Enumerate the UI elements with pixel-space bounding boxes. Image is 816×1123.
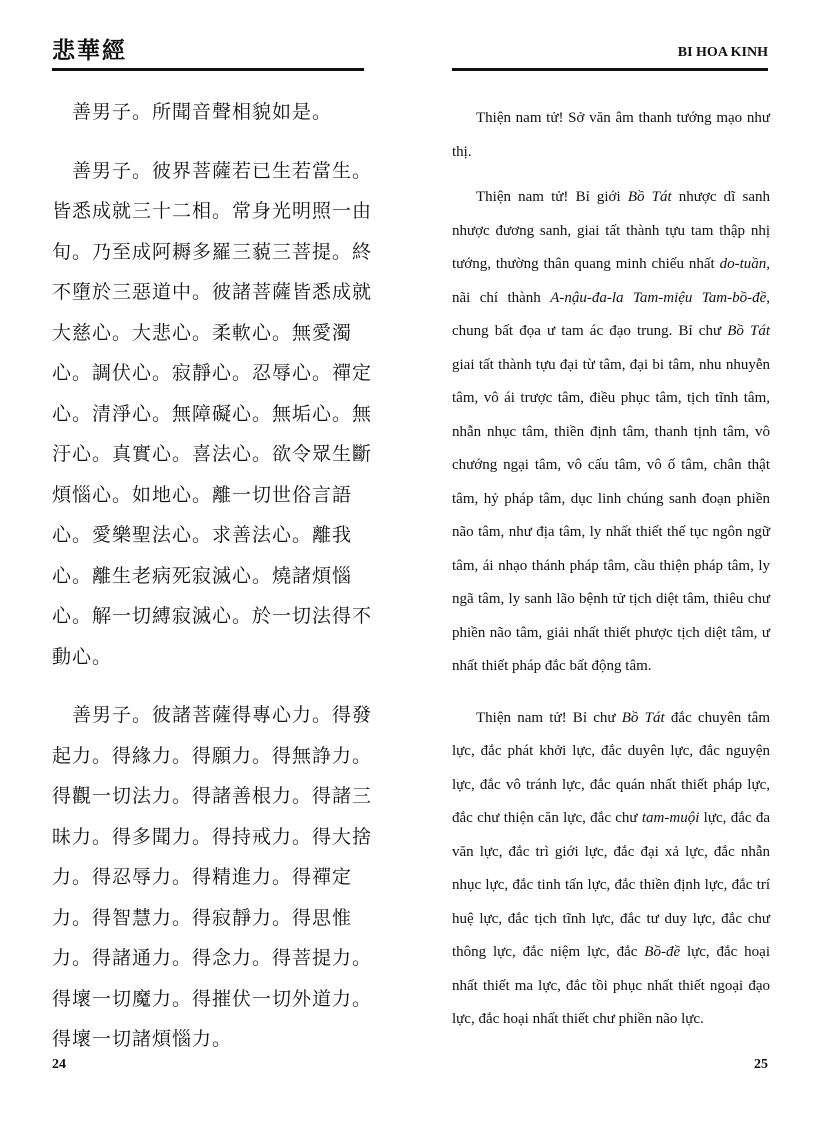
- text-run: lực, đắc đa văn lực, đắc trì giới lực, đắc đại xả lực, đắc nhẫn nhục lực, đắc tinh tấn lực, đắc thiền định lực, đắc trí huệ lực, đắc tịch tĩnh lực, đắc tư duy lực, đắc chư thông lực, đắc niệm lực, đắc: [452, 810, 770, 960]
- text-run: lực, đắc hoại nhất thiết ma lực, đắc tồi phục nhất thiết ngoại đạo lực, đắc hoại nhất thiết chư phiền não lực.: [452, 944, 770, 1027]
- italic-term: tam-muội: [641, 810, 700, 826]
- italic-term: Bồ-đề: [644, 944, 681, 960]
- chinese-paragraph: 善男子。彼界菩薩若已生若當生。皆悉成就三十二相。常身光明照一由旬。乃至成阿耨多羅三藐三菩提。終不墮於三惡道中。彼諸菩薩皆悉成就大慈心。大悲心。柔軟心。無愛濁心。調伏心。寂靜心。忍辱心。禪定心。清淨心。無障礙心。無垢心。無汙心。真實心。喜法心。欲令眾生斷煩惱心。如地心。離一切世俗言語心。愛樂聖法心。求善法心。離我心。離生老病死寂滅心。燒諸煩惱心。解一切縛寂滅心。於一切法得不動心。: [52, 159, 373, 668]
- vietnamese-paragraph: [452, 702, 770, 1037]
- text-run: Thiện nam tử! Bỉ giới: [476, 189, 628, 205]
- italic-term: Bồ Tát: [621, 709, 665, 726]
- page-number: 24: [52, 1057, 66, 1072]
- page-number: 25: [754, 1057, 768, 1072]
- vietnamese-text-body: [452, 102, 770, 1055]
- chinese-text-body: [52, 92, 372, 1078]
- italic-term: A-nậu-đa-la Tam-miệu Tam-bồ-đề: [550, 289, 767, 306]
- italic-term: do-tuần: [719, 256, 767, 272]
- text-run: giai tất thành tựu đại từ tâm, đại bi tâm, nhu nhuyễn tâm, vô ái trược tâm, điều phục tâm, tịch tĩnh tâm, nhẫn nhục tâm, thiền định tâm, thanh tịnh tâm, vô chướng ngại tâm, vô cấu tâm, vô ố tâm, chân thật tâm, hỷ pháp tâm, dục linh chúng sanh đoạn phiền não tâm, như địa tâm, ly nhất thiết thế tục ngôn ngữ tâm, ái nhạo thánh pháp tâm, cầu thiện pháp tâm, ly ngã tâm, ly sanh lão bệnh tử tịch diệt tâm, thiêu chư phiền não tâm, giải nhất thiết phược tịch diệt tâm, ư nhất thiết pháp đắc bất động tâm.: [452, 356, 770, 674]
- text-run: , nãi chí thành: [452, 256, 770, 306]
- chinese-header-title: 悲華經: [52, 37, 127, 64]
- chinese-paragraph: 善男子。彼諸菩薩得專心力。得發起力。得緣力。得願力。得無諍力。得觀一切法力。得諸善根力。得諸三昧力。得多聞力。得持戒力。得大捨力。得忍辱力。得精進力。得禪定力。得智慧力。得寂靜力。得思惟力。得諸通力。得念力。得菩提力。得壞一切魔力。得摧伏一切外道力。得壞一切諸煩惱力。: [52, 704, 373, 1050]
- text-run: Thiện nam tử! Bỉ chư: [476, 709, 622, 726]
- header-divider: [52, 68, 364, 71]
- italic-term: Bồ Tát: [727, 323, 770, 339]
- right-page: [408, 0, 816, 1123]
- vietnamese-header-title: BI HOA KINH: [677, 45, 768, 60]
- vietnamese-paragraph: Thiện nam tử! Sở văn âm thanh tướng mạo như thị.: [452, 110, 770, 160]
- italic-term: Bồ Tát: [627, 189, 672, 205]
- header-divider: [452, 68, 768, 71]
- text-run: nhược dĩ sanh nhược đương sanh, giai tất thành tựu tam thập nhị tướng, thường thân quang minh chiếu nhất: [452, 189, 770, 272]
- chinese-paragraph: 善男子。所聞音聲相貌如是。: [72, 101, 333, 123]
- text-run: , chung bất đọa ư tam ác đạo trung. Bỉ chư: [452, 289, 770, 339]
- text-run: đắc chuyên tâm lực, đắc phát khởi lực, đắc duyên lực, đắc nguyện lực, đắc vô tránh lực, đắc quán nhất thiết pháp lực, đắc chư thiện căn lực, đắc chư: [452, 709, 770, 826]
- vietnamese-paragraph: [452, 181, 770, 684]
